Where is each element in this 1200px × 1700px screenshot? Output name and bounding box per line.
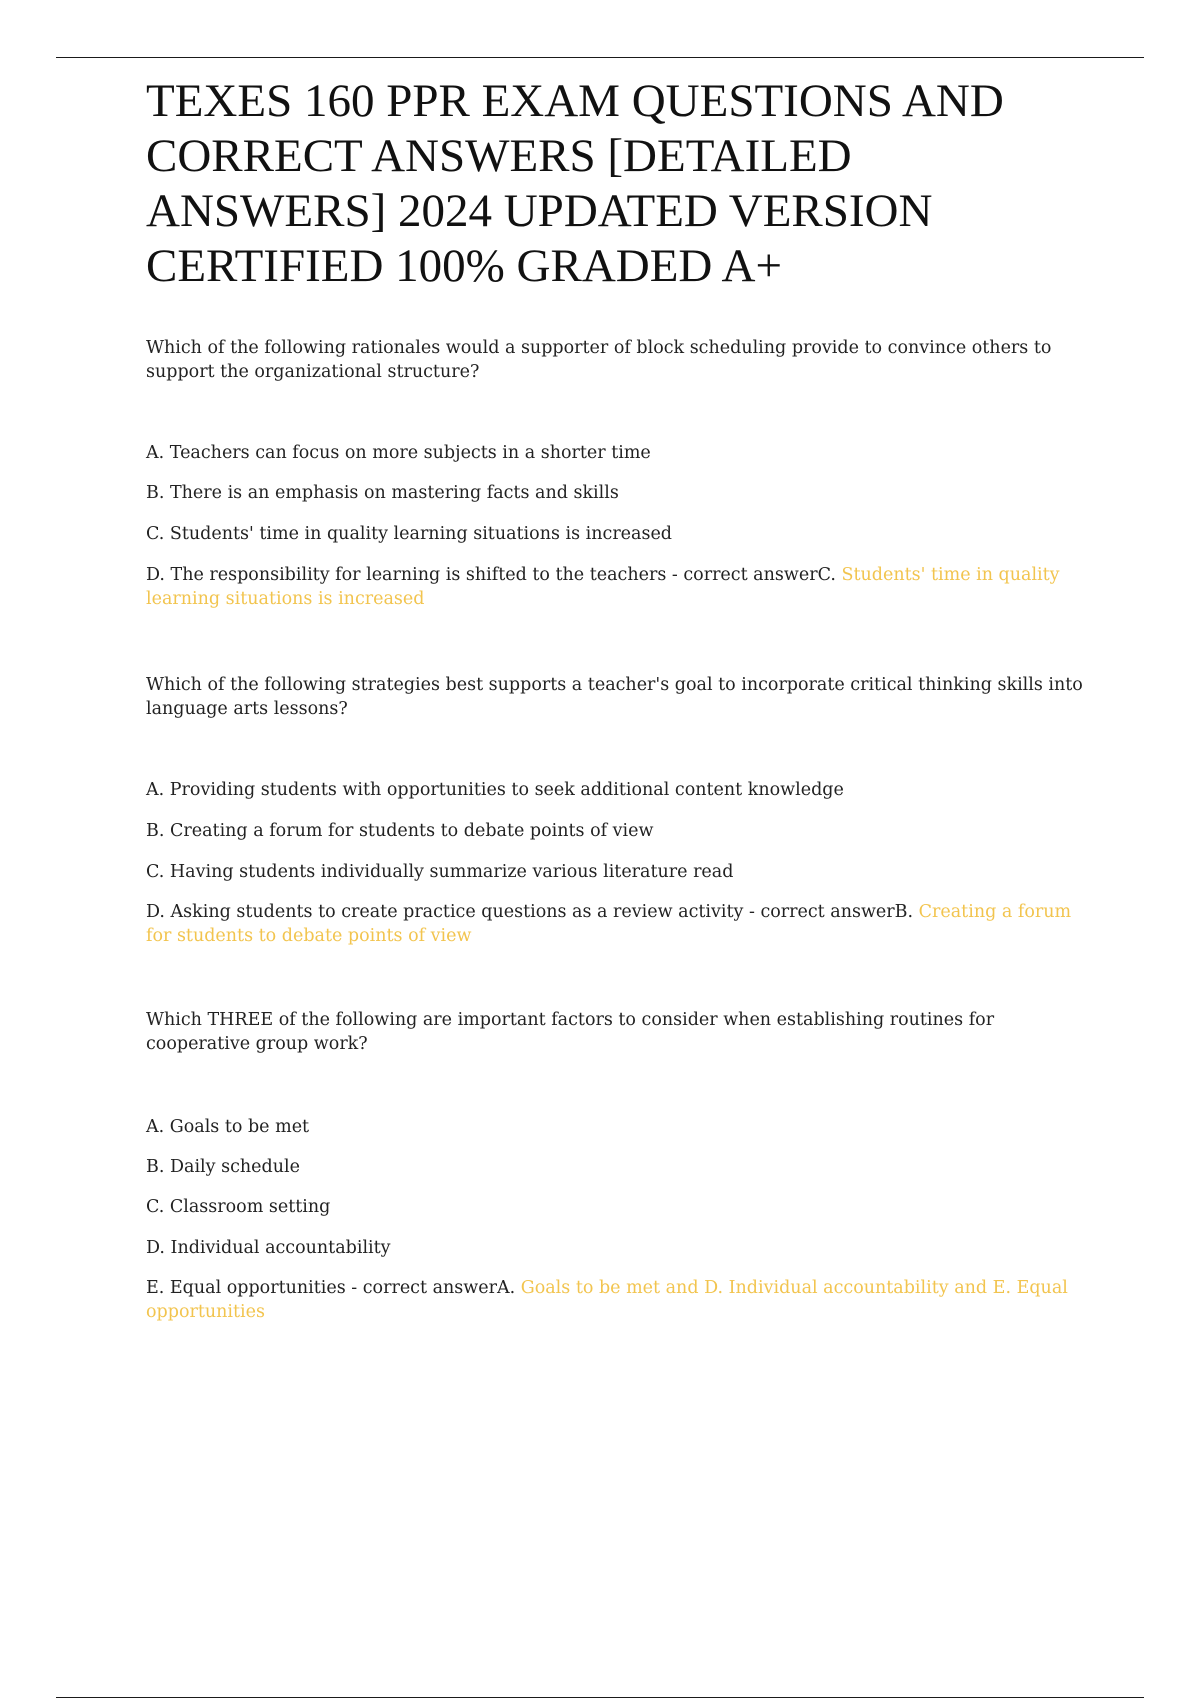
question-text: Which of the following strategies best supports a teacher's goal to incorporate critical thinking skills into language arts lessons? — [146, 675, 1083, 719]
question-text: Which THREE of the following are important factors to consider when establishing routines for cooperative group work? — [146, 1010, 995, 1054]
option-e: E. Equal opportunities - correct answerA. — [146, 1278, 521, 1298]
question-block-3 — [146, 1008, 1096, 1322]
option-b: B. Creating a forum for students to debate points of view — [146, 821, 654, 841]
option-d-with-answer — [146, 563, 1096, 611]
option-b: B. There is an emphasis on mastering facts and skills — [146, 483, 619, 503]
correct-answer: Goals to be met and D. Individual accountability and E. Equal opportunities — [146, 1278, 1068, 1322]
question-block-1 — [146, 336, 1096, 609]
option-d: D. Individual accountability — [146, 1238, 391, 1258]
option-b: B. Daily schedule — [146, 1157, 300, 1177]
option-c: C. Having students individually summarize various literature read — [146, 862, 734, 882]
option-d: D. The responsibility for learning is shifted to the teachers - correct answerC. — [146, 565, 842, 585]
question-block-2 — [146, 673, 1096, 946]
correct-answer: Creating a forum for students to debate points of view — [146, 902, 1072, 946]
option-a: A. Goals to be met — [146, 1117, 310, 1137]
document-title: TEXES 160 PPR EXAM QUESTIONS AND CORRECT ANSWERS [DETAILED ANSWERS] 2024 UPDATED VERSION CERTIFIED 100% GRADED A+ — [146, 75, 1004, 292]
question-text: Which of the following rationales would a supporter of block scheduling provide to convince others to support the organizational structure? — [146, 338, 1052, 382]
option-d-with-answer — [146, 900, 1096, 948]
option-c: C. Students' time in quality learning situations is increased — [146, 524, 673, 544]
option-e-with-answer — [146, 1276, 1096, 1324]
correct-answer: Students' time in quality learning situations is increased — [146, 565, 1060, 609]
option-d: D. Asking students to create practice questions as a review activity - correct answerB. — [146, 902, 919, 922]
bottom-rule — [56, 1697, 1144, 1698]
option-a: A. Teachers can focus on more subjects in a shorter time — [146, 443, 651, 463]
document-page — [146, 74, 1096, 1322]
option-a: A. Providing students with opportunities to seek additional content knowledge — [146, 780, 844, 800]
option-c: C. Classroom setting — [146, 1197, 331, 1217]
top-rule — [56, 57, 1144, 58]
